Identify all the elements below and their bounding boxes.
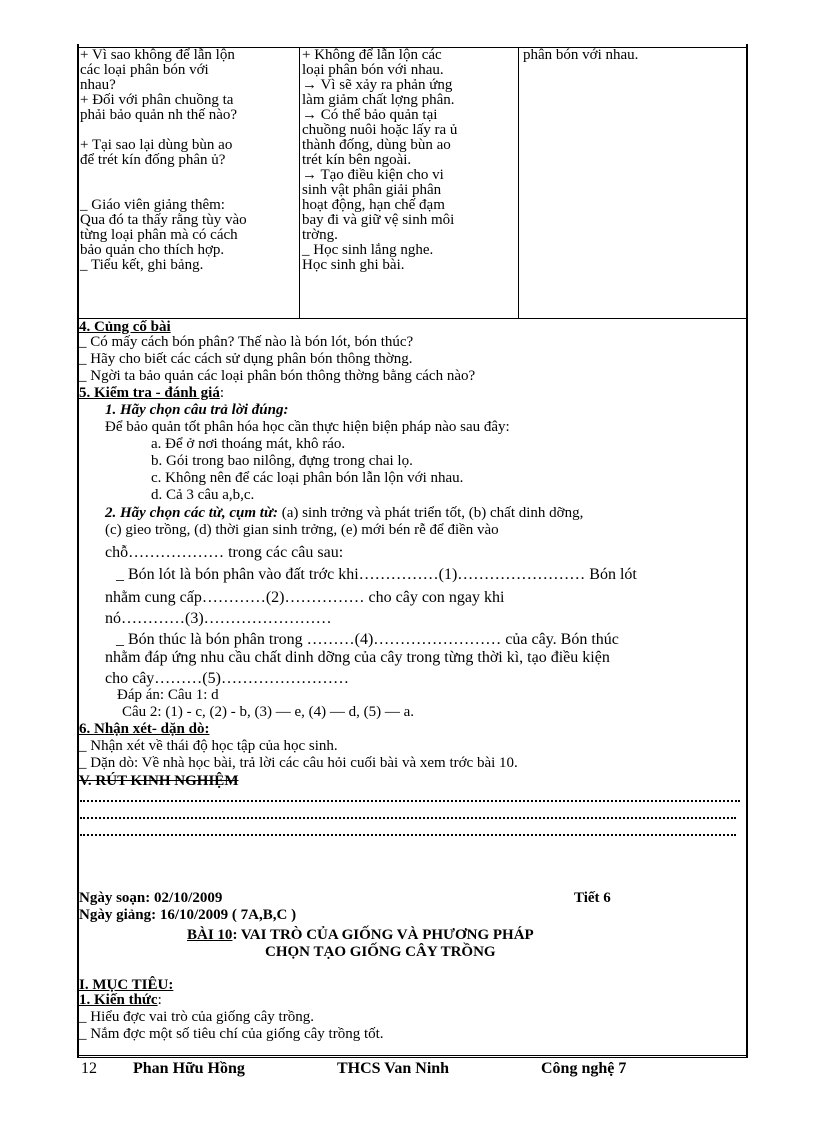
question-1-stem: Để bảo quản tốt phân hóa học cần thực hiện biện pháp nào sau đây: xyxy=(105,419,510,435)
footer-school: THCS Van Ninh xyxy=(337,1060,450,1077)
table-line: trờng. xyxy=(302,227,338,243)
lesson-title xyxy=(187,928,534,943)
table-line: bay đi và giữ vệ sinh môi xyxy=(302,212,455,228)
activity-table xyxy=(77,47,748,319)
knowledge-heading-text: 1. Kiến thức xyxy=(79,992,158,1008)
fill-in-line: nhằm cung cấp…………(2)…………… cho cây con ngay khi xyxy=(105,589,505,606)
content-column xyxy=(519,48,747,318)
footer-author: Phan Hữu Hồng xyxy=(133,1060,245,1077)
table-line: bảo quản cho thích hợp. xyxy=(80,242,225,258)
student-activity-column xyxy=(300,48,519,318)
question-2-line: chỗ……………… trong các câu sau: xyxy=(105,544,344,561)
table-line: Học sinh ghi bài. xyxy=(302,257,405,273)
date-prepared: Ngày soạn: 02/10/2009 xyxy=(79,890,223,906)
table-line: hoạt động, hạn chế đạm xyxy=(302,197,445,213)
table-line: phải bảo quản nh thế nào? xyxy=(80,107,238,123)
table-line: các loại phân bón với xyxy=(80,62,209,78)
table-line: từng loại phân mà có cách xyxy=(80,227,238,243)
page-bottom-rule xyxy=(77,1055,748,1058)
knowledge-heading-colon: : xyxy=(157,992,162,1008)
question-2-choices: (a) sinh trởng và phát triển tốt, (b) chất dinh dỡng, xyxy=(277,505,584,521)
question-1-title: 1. Hãy chọn câu trả lời đúng: xyxy=(105,402,289,418)
fill-in-line: nó…………(3)…………………… xyxy=(105,610,332,627)
page-number: 12 xyxy=(81,1060,97,1077)
table-line: Qua đó ta thấy rằng tùy vào xyxy=(80,212,247,228)
dotted-writing-line xyxy=(80,834,736,836)
table-line: → Vì sẽ xảy ra phản ứng xyxy=(302,77,453,93)
fill-in-line: nhằm đáp ứng nhu cầu chất dinh dỡng của cây trong từng thời kì, tạo điều kiện xyxy=(105,649,610,666)
period-label: Tiết 6 xyxy=(574,890,611,906)
dotted-writing-line xyxy=(80,800,740,802)
homework-heading: 6. Nhận xét- dặn dò: xyxy=(79,721,210,737)
table-line: thành đống, dùng bùn ao xyxy=(302,137,451,153)
table-line: sinh vật phân giải phân xyxy=(302,182,442,198)
fill-in-line: cho cây………(5)…………………… xyxy=(105,670,349,687)
knowledge-item: _ Nắm đợc một số tiêu chí của giống cây trồng tốt. xyxy=(79,1026,384,1042)
footer-subject: Công nghệ 7 xyxy=(541,1060,627,1077)
answer-line: Đáp án: Câu 1: d xyxy=(117,687,219,703)
table-line: _ Giáo viên giảng thêm: xyxy=(80,197,225,213)
knowledge-heading xyxy=(79,993,162,1008)
assessment-heading-colon: : xyxy=(219,385,225,401)
table-line: → Tạo điều kiện cho vi xyxy=(302,167,444,183)
question-2-title: 2. Hãy chọn các từ, cụm từ: xyxy=(105,505,278,521)
homework-item: _ Dặn dò: Về nhà học bài, trả lời các câu hỏi cuối bài và xem trớc bài 10. xyxy=(79,755,518,771)
dotted-writing-line xyxy=(80,817,736,819)
question-option: b. Gói trong bao nilông, đựng trong chai lọ. xyxy=(151,453,413,469)
table-line: để trét kín đống phân ủ? xyxy=(80,152,226,168)
question-option: a. Để ở nơi thoáng mát, khô ráo. xyxy=(151,436,346,452)
table-line: + Đối với phân chuồng ta xyxy=(80,92,234,108)
table-line: + Vì sao không để lẫn lộn xyxy=(80,47,235,63)
consolidation-item: _ Có mấy cách bón phân? Thế nào là bón lót, bón thúc? xyxy=(79,334,414,350)
table-line: nhau? xyxy=(80,77,116,93)
table-line: loại phân bón với nhau. xyxy=(302,62,444,78)
table-line: trét kín bên ngoài. xyxy=(302,152,412,168)
question-option: c. Không nên để các loại phân bón lẫn lộn với nhau. xyxy=(151,470,464,486)
knowledge-item: _ Hiểu đợc vai trò của giống cây trồng. xyxy=(79,1009,314,1025)
assessment-heading-text: 5. Kiểm tra - đánh giá xyxy=(79,385,220,401)
assessment-heading xyxy=(79,386,224,401)
fill-in-line: _ Bón lót là bón phân vào đất trớc khi……………(1)…………………… Bón lót xyxy=(116,566,637,583)
lesson-title-line2: CHỌN TẠO GIỐNG CÂY TRỒNG xyxy=(265,944,496,960)
table-line: phân bón với nhau. xyxy=(523,47,639,63)
table-line: chuồng nuôi hoặc lấy ra ủ xyxy=(302,122,458,138)
lesson-title-text: : VAI TRÒ CỦA GIỐNG VÀ PHƯƠNG PHÁP xyxy=(232,927,534,943)
question-option: d. Cả 3 câu a,b,c. xyxy=(151,487,255,503)
question-2-line xyxy=(105,506,583,521)
table-line: làm giảm chất lợng phân. xyxy=(302,92,455,108)
teacher-activity-column xyxy=(78,48,300,318)
experience-heading: V. RÚT KINH NGHIỆM xyxy=(79,773,239,789)
table-line: + Tại sao lại dùng bùn ao xyxy=(80,137,233,153)
lesson-number: BÀI 10 xyxy=(187,927,233,943)
table-line: + Không để lẫn lộn các xyxy=(302,47,442,63)
consolidation-item: _ Hãy cho biết các cách sử dụng phân bón thông thờng. xyxy=(79,351,413,367)
consolidation-item: _ Ngời ta bảo quản các loại phân bón thông thờng bằng cách nào? xyxy=(79,368,476,384)
consolidation-heading: 4. Củng cố bài xyxy=(79,319,171,335)
table-line: _ Học sinh lắng nghe. xyxy=(302,242,434,258)
homework-item: _ Nhận xét về thái độ học tập của học sinh. xyxy=(79,738,338,754)
table-line: → Có thể bảo quản tại xyxy=(302,107,438,123)
date-taught: Ngày giảng: 16/10/2009 ( 7A,B,C ) xyxy=(79,907,297,923)
table-line: _ Tiểu kết, ghi bảng. xyxy=(80,257,204,273)
answer-line: Câu 2: (1) - c, (2) - b, (3) — e, (4) — d, (5) — a. xyxy=(122,704,414,720)
question-2-line: (c) gieo trồng, (d) thời gian sinh trởng, (e) mới bén rễ để điền vào xyxy=(105,522,499,538)
objectives-heading: I. MỤC TIÊU: xyxy=(79,977,174,993)
fill-in-line: _ Bón thúc là bón phân trong ………(4)…………………… của cây. Bón thúc xyxy=(116,631,619,648)
